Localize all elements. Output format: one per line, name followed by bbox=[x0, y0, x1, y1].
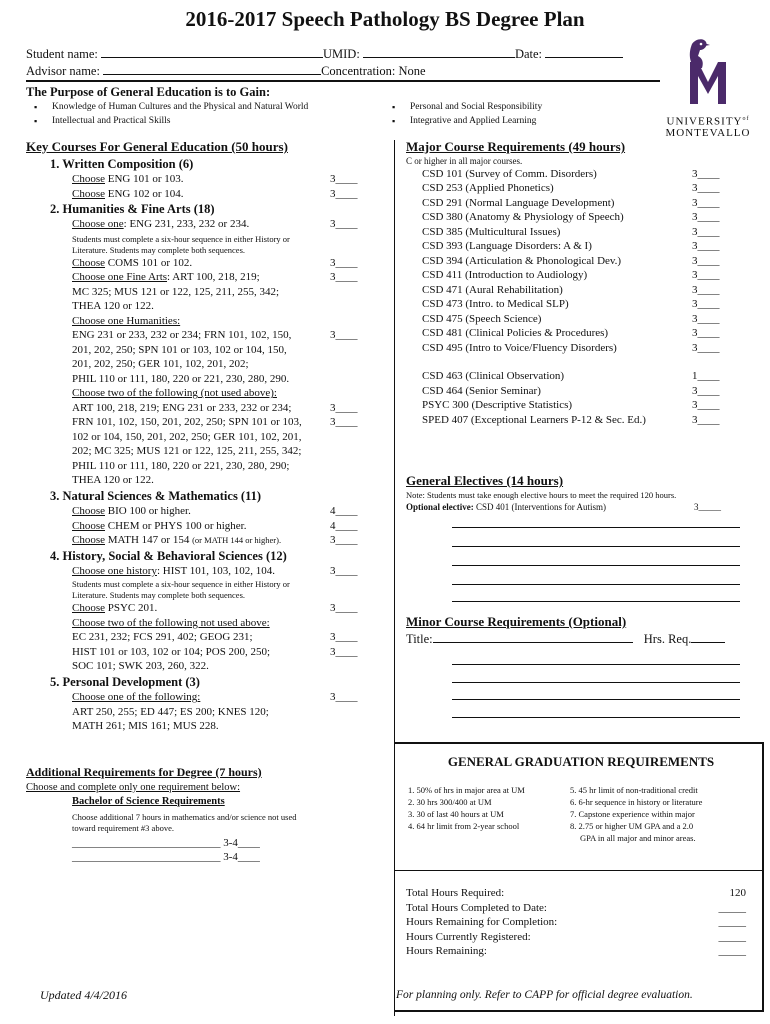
gen-ed-row: Choose COMS 101 or 102. 3____ bbox=[72, 256, 358, 269]
course-credit[interactable]: 3____ bbox=[692, 327, 720, 340]
purpose-list-right bbox=[386, 100, 542, 128]
additional-line: Choose and complete only one requirement below: bbox=[26, 781, 241, 793]
gen-ed-row: Choose two of the following (not used above): bbox=[72, 387, 277, 400]
student-name-label: Student name: bbox=[26, 47, 98, 61]
totals-value[interactable]: _____ bbox=[718, 916, 746, 928]
umid-label: UMID: bbox=[323, 47, 360, 61]
electives-title: General Electives (14 hours) bbox=[406, 473, 564, 488]
course-credit[interactable]: 3____ bbox=[692, 254, 720, 267]
major-course-row bbox=[422, 297, 756, 312]
gen-ed-row: THEA 120 or 122. bbox=[72, 300, 154, 313]
totals-section bbox=[406, 886, 746, 959]
major-course-row bbox=[422, 398, 756, 413]
concentration-label: Concentration: bbox=[321, 64, 396, 78]
course-name: CSD 393 (Language Disorders: A & I) bbox=[422, 240, 592, 253]
grad-list-right bbox=[570, 784, 760, 844]
gen-ed-row: 201, 202, 250; SPN 101 or 103, 102 or 104, 150, bbox=[72, 343, 287, 356]
major-course-row bbox=[422, 341, 756, 356]
major-course-row bbox=[422, 167, 756, 182]
gen-ed-s3-title: 3. Natural Sciences & Mathematics (11) bbox=[50, 488, 262, 503]
additional-line: Bachelor of Science Requirements bbox=[72, 796, 225, 808]
totals-label: Total Hours Completed to Date: bbox=[406, 901, 547, 914]
updated-date: Updated 4/4/2016 bbox=[40, 988, 127, 1002]
date-field[interactable] bbox=[545, 47, 623, 58]
course-name: CSD 481 (Clinical Policies & Procedures) bbox=[422, 327, 609, 340]
gen-ed-row: 202; MC 325; MUS 121 or 122, 125, 211, 255, 342; bbox=[72, 445, 302, 458]
grad-item: 2. 30 hrs 300/400 at UM bbox=[408, 797, 492, 807]
gen-ed-row: ENG 231 or 233, 232 or 234; FRN 101, 102, 150, 3____ bbox=[72, 329, 358, 342]
course-name: PSYC 300 (Descriptive Statistics) bbox=[422, 399, 573, 412]
minor-blank[interactable] bbox=[452, 664, 740, 665]
gen-ed-row: Choose two of the following not used above: bbox=[72, 616, 270, 629]
university-logo bbox=[660, 38, 756, 140]
gen-ed-note: Literature. Students may complete both sequences. bbox=[72, 590, 246, 601]
gen-ed-row: Choose ENG 101 or 103. 3____ bbox=[72, 173, 358, 186]
gen-ed-row: EC 231, 232; FCS 291, 402; GEOG 231; 3____ bbox=[72, 631, 358, 644]
totals-value[interactable]: _____ bbox=[718, 901, 746, 914]
course-credit[interactable]: 3____ bbox=[692, 341, 720, 354]
minor-blank[interactable] bbox=[452, 717, 740, 718]
falcon-icon bbox=[660, 38, 756, 108]
gen-ed-row: FRN 101, 102, 150, 201, 202, 250; SPN 101 or 103, 3____ bbox=[72, 416, 358, 429]
course-name: CSD 385 (Multicultural Issues) bbox=[422, 225, 561, 238]
major-section bbox=[406, 139, 756, 427]
totals-row bbox=[406, 886, 746, 901]
course-credit[interactable]: 3____ bbox=[692, 298, 720, 311]
grad-item: 5. 45 hr limit of non-traditional credit bbox=[570, 785, 698, 795]
gen-ed-row: Choose MATH 147 or 154 (or MATH 144 or higher). 3____ bbox=[72, 534, 358, 547]
gen-ed-row: Choose CHEM or PHYS 100 or higher. 4____ bbox=[72, 519, 358, 532]
course-name: CSD 463 (Clinical Observation) bbox=[422, 370, 565, 383]
purpose-item: ▪ Integrative and Applied Learning bbox=[386, 114, 542, 128]
planning-note: For planning only. Refer to CAPP for official degree evaluation. bbox=[396, 989, 693, 1001]
major-course-row bbox=[422, 239, 756, 254]
gen-ed-row: SOC 101; SWK 203, 260, 322. bbox=[72, 660, 209, 673]
additional-line: toward requirement #3 above. bbox=[72, 822, 174, 833]
purpose-list-left bbox=[28, 100, 308, 128]
graduation-box bbox=[394, 742, 764, 1012]
electives-section bbox=[406, 473, 756, 513]
advisor-name-field[interactable] bbox=[103, 64, 321, 75]
course-credit[interactable]: 3____ bbox=[692, 240, 720, 253]
gen-ed-row: HIST 101 or 103, 102 or 104; POS 200, 250; 3____ bbox=[72, 645, 358, 658]
purpose-item: ▪ Personal and Social Responsibility bbox=[386, 100, 542, 114]
advisor-name-label: Advisor name: bbox=[26, 64, 100, 78]
concentration-value: None bbox=[398, 64, 426, 78]
course-credit[interactable]: 3____ bbox=[692, 269, 720, 282]
minor-blank[interactable] bbox=[452, 682, 740, 683]
course-credit[interactable]: 3____ bbox=[692, 182, 720, 195]
grad-divider bbox=[394, 870, 764, 871]
elective-blank[interactable] bbox=[452, 527, 740, 528]
additional-blank[interactable]: ___________________________ 3-4____ bbox=[72, 836, 260, 849]
purpose-title: The Purpose of General Education is to Gain: bbox=[26, 85, 271, 99]
gen-ed-note: Literature. Students may complete both sequences. bbox=[72, 244, 246, 255]
totals-value: 120 bbox=[729, 887, 746, 899]
gen-ed-row: Choose one Humanities: bbox=[72, 314, 181, 327]
course-credit[interactable]: 3____ bbox=[692, 399, 720, 412]
totals-label: Hours Remaining: bbox=[406, 945, 487, 957]
gen-ed-s5-title: 5. Personal Development (3) bbox=[50, 674, 200, 689]
major-course-row bbox=[422, 196, 756, 211]
major-title: Major Course Requirements (49 hours) bbox=[406, 139, 626, 154]
gen-ed-title: Key Courses For General Education (50 hours) bbox=[26, 139, 288, 154]
course-name: CSD 394 (Articulation & Phonological Dev.) bbox=[422, 254, 622, 267]
purpose-item: ▪ Knowledge of Human Cultures and the Physical and Natural World bbox=[28, 100, 308, 114]
minor-title-field[interactable] bbox=[433, 632, 633, 643]
major-course-row bbox=[422, 210, 756, 225]
gen-ed-row: MATH 261; MIS 161; MUS 228. bbox=[72, 720, 219, 733]
course-credit[interactable]: 3____ bbox=[692, 196, 720, 209]
major-course-row bbox=[422, 326, 756, 341]
gen-ed-row: Choose one: ENG 231, 233, 232 or 234. 3____ bbox=[72, 218, 358, 231]
gen-ed-section bbox=[26, 139, 386, 734]
course-name: CSD 471 (Aural Rehabilitation) bbox=[422, 283, 563, 296]
major-course-row bbox=[422, 225, 756, 240]
header-line-1 bbox=[26, 46, 666, 62]
gen-ed-row: Choose PSYC 201. 3____ bbox=[72, 602, 358, 615]
gen-ed-s4-title: 4. History, Social & Behavioral Sciences (12) bbox=[50, 548, 287, 563]
totals-label: Total Hours Required: bbox=[406, 887, 505, 899]
gen-ed-row: Choose BIO 100 or higher. 4____ bbox=[72, 505, 358, 518]
gen-ed-row: Choose one history: HIST 101, 103, 102, 104. 3____ bbox=[72, 564, 358, 577]
grad-item: GPA in all major and minor areas. bbox=[580, 833, 696, 843]
course-name: CSD 380 (Anatomy & Physiology of Speech) bbox=[422, 211, 624, 224]
gen-ed-note: Students must complete a six-hour sequence in either History or bbox=[72, 233, 290, 244]
grad-item: 1. 50% of hrs in major area at UM bbox=[408, 785, 525, 795]
gen-ed-row: ART 250, 255; ED 447; ES 200; KNES 120; bbox=[72, 705, 269, 718]
grad-item: 7. Capstone experience within major bbox=[570, 809, 695, 819]
purpose-divider bbox=[26, 80, 660, 82]
course-name: CSD 411 (Introduction to Audiology) bbox=[422, 269, 588, 282]
grad-item: 3. 30 of last 40 hours at UM bbox=[408, 809, 504, 819]
course-name: SPED 407 (Exceptional Learners P-12 & Sec. Ed.) bbox=[422, 413, 646, 426]
totals-row bbox=[406, 944, 746, 959]
umid-field[interactable] bbox=[363, 47, 515, 58]
major-course-row bbox=[422, 283, 756, 298]
totals-value[interactable]: _____ bbox=[718, 945, 746, 957]
gen-ed-row: PHIL 110 or 111, 180, 220 or 221, 230, 280, 290. bbox=[72, 372, 290, 385]
course-name: CSD 253 (Applied Phonetics) bbox=[422, 182, 554, 195]
minor-title-row: Title: Hrs. Req. bbox=[406, 631, 756, 647]
totals-row bbox=[406, 930, 746, 945]
page-title: 2016-2017 Speech Pathology BS Degree Plan bbox=[185, 7, 585, 31]
gen-ed-row: Choose ENG 102 or 104. 3____ bbox=[72, 187, 358, 200]
elective-blank[interactable] bbox=[452, 601, 740, 602]
minor-section bbox=[406, 614, 756, 647]
gen-ed-note: Students must complete a six-hour sequence in either History or bbox=[72, 579, 290, 590]
purpose-item: ▪ Intellectual and Practical Skills bbox=[28, 114, 308, 128]
gen-ed-row: Choose one Fine Arts: ART 100, 218, 219; 3____ bbox=[72, 271, 358, 284]
course-name: CSD 475 (Speech Science) bbox=[422, 312, 542, 325]
grad-item: 4. 64 hr limit from 2-year school bbox=[408, 821, 520, 831]
totals-label: Hours Currently Registered: bbox=[406, 930, 531, 943]
totals-row bbox=[406, 915, 746, 930]
major-course-list-2 bbox=[406, 369, 756, 427]
major-course-row bbox=[422, 413, 756, 428]
course-credit[interactable]: 3____ bbox=[692, 225, 720, 238]
grad-item: 6. 6-hr sequence in history or literature bbox=[570, 797, 703, 807]
course-name: CSD 291 (Normal Language Development) bbox=[422, 196, 615, 209]
additional-title: Additional Requirements for Degree (7 hours) bbox=[26, 765, 262, 779]
gen-ed-row: MC 325; MUS 121 or 122, 125, 211, 255, 342; bbox=[72, 285, 280, 298]
major-note: C or higher in all major courses. bbox=[406, 155, 523, 166]
logo-university: $UNIVERSITY^{of}$ bbox=[666, 115, 750, 128]
additional-line: Choose additional 7 hours in mathematics and/or science not used bbox=[72, 811, 297, 822]
elective-blank[interactable] bbox=[452, 584, 740, 585]
grad-item: 8. 2.75 or higher UM GPA and a 2.0 bbox=[570, 821, 694, 831]
course-credit[interactable]: 3____ bbox=[692, 312, 720, 325]
minor-blank[interactable] bbox=[452, 699, 740, 700]
major-course-row bbox=[422, 369, 756, 384]
major-course-row bbox=[422, 312, 756, 327]
header-line-2 bbox=[26, 63, 666, 79]
course-name: CSD 473 (Intro. to Medical SLP) bbox=[422, 298, 569, 311]
elective-blank[interactable] bbox=[452, 546, 740, 547]
minor-title: Minor Course Requirements (Optional) bbox=[406, 614, 627, 629]
gen-ed-row: THEA 120 or 122. bbox=[72, 474, 154, 487]
course-credit[interactable]: 3____ bbox=[692, 384, 720, 397]
gen-ed-s2-title: 2. Humanities & Fine Arts (18) bbox=[50, 202, 215, 217]
totals-value[interactable]: _____ bbox=[718, 930, 746, 943]
gen-ed-row: ART 100, 218, 219; ENG 231 or 233, 232 or 234; 3____ bbox=[72, 401, 358, 414]
grad-title: GENERAL GRADUATION REQUIREMENTS bbox=[447, 754, 715, 769]
logo-montevallo: MONTEVALLO bbox=[665, 127, 751, 140]
course-name: CSD 101 (Survey of Comm. Disorders) bbox=[422, 167, 597, 180]
major-course-row bbox=[422, 254, 756, 269]
major-course-row bbox=[422, 384, 756, 399]
minor-hrs-field[interactable] bbox=[691, 632, 725, 643]
totals-row bbox=[406, 901, 746, 916]
electives-optional: Optional elective: CSD 401 (Interventions for Autism) 3_____ bbox=[406, 501, 721, 512]
electives-note: Note: Students must take enough elective hours to meet the required 120 hours. bbox=[406, 489, 677, 500]
additional-blank[interactable]: ___________________________ 3-4____ bbox=[72, 851, 260, 864]
major-course-list bbox=[406, 167, 756, 356]
course-credit[interactable]: 3____ bbox=[692, 167, 720, 180]
course-credit[interactable]: 3____ bbox=[692, 211, 720, 224]
totals-label: Hours Remaining for Completion: bbox=[406, 916, 558, 928]
elective-blank[interactable] bbox=[452, 565, 740, 566]
gen-ed-s1-title: 1. Written Composition (6) bbox=[50, 156, 194, 171]
course-name: CSD 464 (Senior Seminar) bbox=[422, 384, 541, 397]
course-name: CSD 495 (Intro to Voice/Fluency Disorders) bbox=[422, 341, 617, 354]
course-credit[interactable]: 1____ bbox=[692, 370, 720, 383]
gen-ed-row: 201, 202, 250; GER 101, 102, 201, 202; bbox=[72, 358, 249, 371]
date-label: Date: bbox=[514, 47, 543, 61]
gen-ed-row: Choose one of the following: 3____ bbox=[72, 691, 358, 704]
major-course-row bbox=[422, 268, 756, 283]
course-credit[interactable]: 3____ bbox=[692, 283, 720, 296]
gen-ed-row: 102 or 104, 150, 201, 202, 250; GER 101, 102, 201, bbox=[72, 430, 302, 443]
student-name-field[interactable] bbox=[101, 47, 323, 58]
grad-list-left bbox=[408, 784, 568, 832]
gen-ed-row: PHIL 110 or 111, 180, 220 or 221, 230, 280, 290; bbox=[72, 459, 290, 472]
major-course-row bbox=[422, 181, 756, 196]
additional-section bbox=[26, 765, 386, 865]
course-credit[interactable]: 3____ bbox=[692, 413, 720, 426]
